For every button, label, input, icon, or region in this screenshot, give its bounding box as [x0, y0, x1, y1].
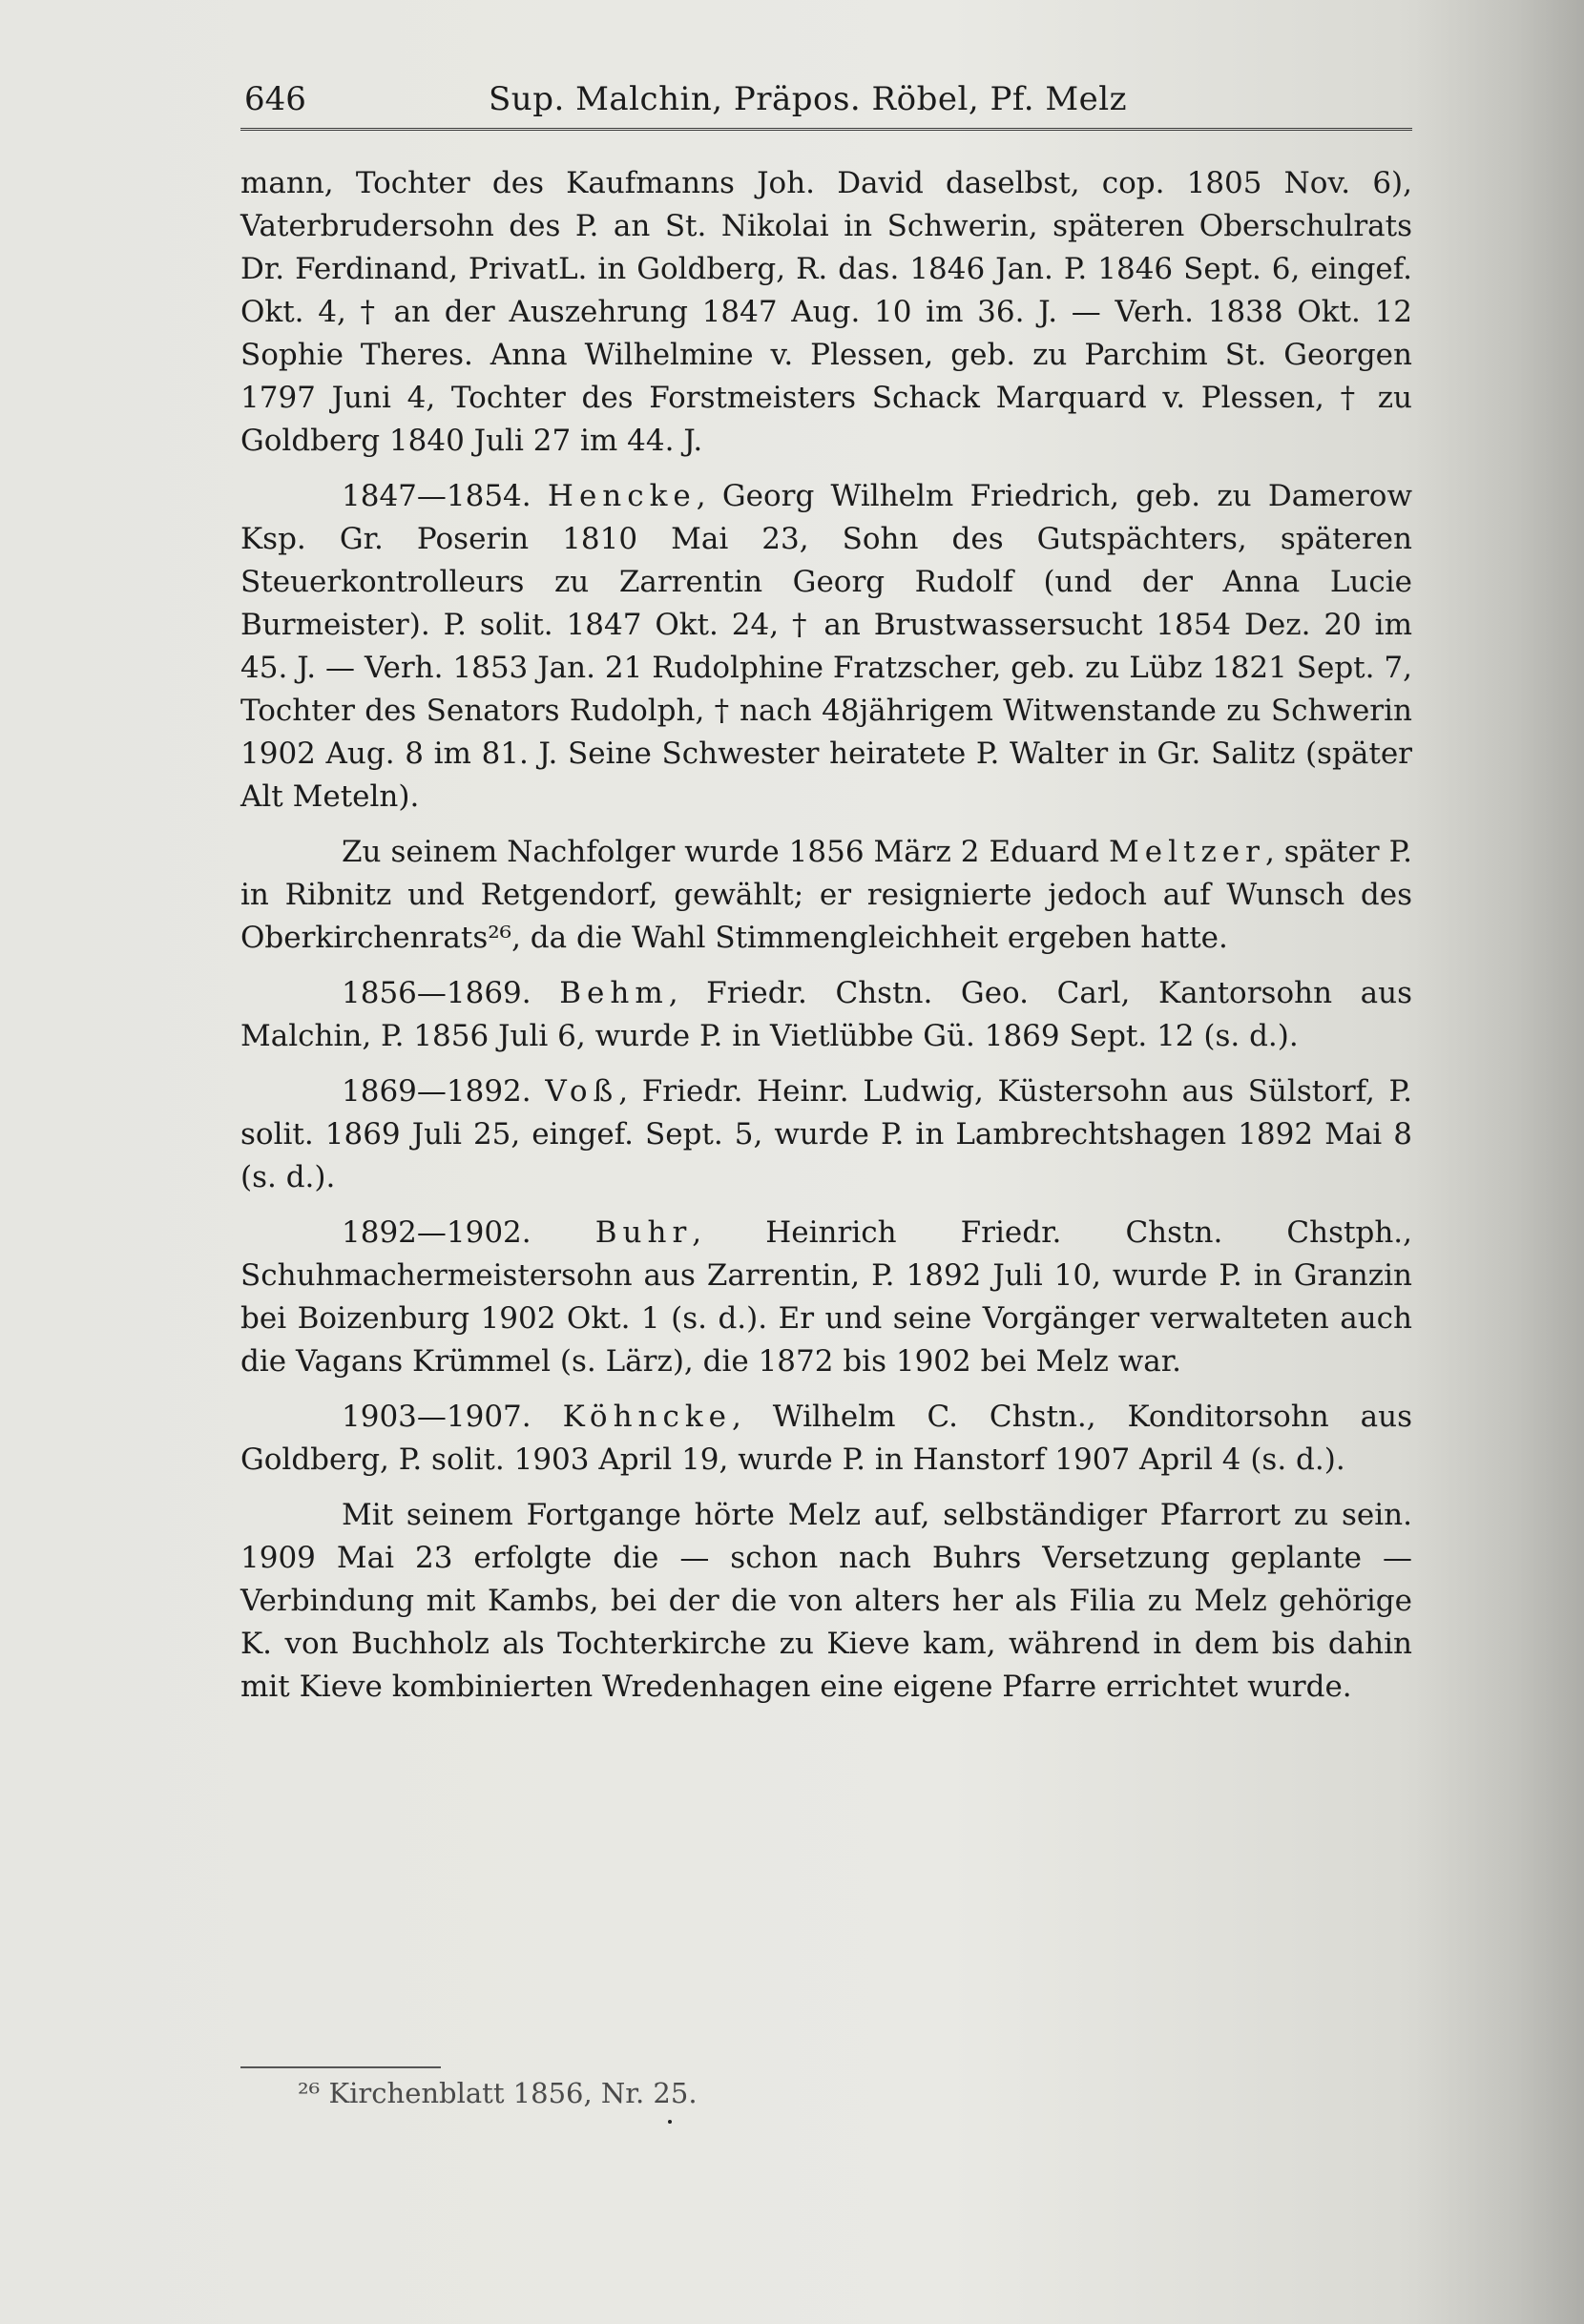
entry-years: 1847—1854. — [342, 479, 548, 513]
entry-name: Hencke — [547, 479, 697, 513]
paragraph-meltzer — [240, 831, 1412, 960]
entry-text: , Friedr. Chstn. Geo. Carl, Kantorsohn aus Malchin, P. 1856 Juli 6, wurde P. in Vietlübbe Gü. 1869 Sept. 12 (s. d.). — [240, 976, 1412, 1053]
entry-text: , Wilhelm C. Chstn., Konditorsohn aus Goldberg, P. solit. 1903 April 19, wurde P. in Hanstorf 1907 April 4 (s. d.). — [240, 1400, 1412, 1477]
entry-years: 1892—1902. — [342, 1215, 595, 1250]
entry-text: , Heinrich Friedr. Chstn. Chstph., Schuhmachermeistersohn aus Zarrentin, P. 1892 Juli 10, wurde P. in Granzin bei Boizenburg 1902 Okt. 1 (s. d.). Er und seine Vorgänger verwalteten auch die Vagans Krümmel (s. Lärz), die 1872 bis 1902 bei Melz war. — [240, 1215, 1412, 1379]
paragraph-text: , später P. in Ribnitz und Retgendorf, gewählt; er resignierte jedoch auf Wunsch des Oberkirchenrats²⁶, da die Wahl Stimmengleichheit ergeben hatte. — [240, 835, 1412, 955]
entry-name: Buhr — [594, 1215, 693, 1250]
entry-buhr — [240, 1212, 1412, 1383]
entry-voss — [240, 1070, 1412, 1199]
paragraph-text: Mit seinem Fortgange hörte Melz auf, selbständiger Pfarrort zu sein. 1909 Mai 23 erfolgte die — schon nach Buhrs Versetzung geplante — Verbindung mit Kambs, bei der die von alters her als Filia zu Melz gehörige K. von Buchholz als Tochterkirche zu Kieve kam, während in dem bis dahin mit Kieve kombinierten Wredenhagen eine eigene Pfarre errichtet wurde. — [240, 1498, 1412, 1704]
paragraph-closing — [240, 1494, 1412, 1709]
entry-name: Voß — [545, 1074, 619, 1109]
running-head: Sup. Malchin, Präpos. Röbel, Pf. Melz — [489, 80, 1128, 118]
footnote: ²⁶ Kirchenblatt 1856, Nr. 25. — [298, 2077, 698, 2109]
entry-name: Meltzer — [1109, 835, 1265, 869]
footnote-rule — [240, 2066, 441, 2068]
entry-years: 1903—1907. — [342, 1400, 563, 1434]
entry-years: 1856—1869. — [342, 976, 560, 1010]
paragraph-continuation — [240, 162, 1412, 463]
entry-hencke — [240, 475, 1412, 819]
gutter-shadow — [1412, 0, 1584, 2324]
entry-text: , Friedr. Heinr. Ludwig, Küstersohn aus Sülstorf, P. solit. 1869 Juli 25, eingef. Sept. 5, wurde P. in Lambrechtshagen 1892 Mai 8 (s. d.). — [240, 1074, 1412, 1194]
page-body — [240, 162, 1412, 1721]
entry-text: , Georg Wilhelm Friedrich, geb. zu Damerow Ksp. Gr. Poserin 1810 Mai 23, Sohn des Gutspächters, späteren Steuerkontrolleurs zu Zarrentin Georg Rudolf (und der Anna Lucie Burmeister). P. solit. 1847 Okt. 24, † an Brustwassersucht 1854 Dez. 20 im 45. J. — Verh. 1853 Jan. 21 Rudolphine Fratzscher, geb. zu Lübz 1821 Sept. 7, Tochter des Senators Rudolph, † nach 48jährigem Witwenstande zu Schwerin 1902 Aug. 8 im 81. J. Seine Schwester heiratete P. Walter in Gr. Salitz (später Alt Meteln). — [240, 479, 1412, 814]
entry-name: Köhncke — [562, 1400, 732, 1434]
paragraph-text: mann, Tochter des Kaufmanns Joh. David daselbst, cop. 1805 Nov. 6), Vaterbrudersohn des P. an St. Nikolai in Schwerin, späteren Oberschulrats Dr. Ferdinand, PrivatL. in Goldberg, R. das. 1846 Jan. P. 1846 Sept. 6, eingef. Okt. 4, † an der Auszehrung 1847 Aug. 10 im 36. J. — Verh. 1838 Okt. 12 Sophie Theres. Anna Wilhelmine v. Plessen, geb. zu Parchim St. Georgen 1797 Juni 4, Tochter des Forstmeisters Schack Marquard v. Plessen, † zu Goldberg 1840 Juli 27 im 44. J. — [240, 166, 1412, 458]
page-header — [240, 74, 1412, 131]
entry-name: Behm — [559, 976, 669, 1010]
page-number: 646 — [244, 80, 306, 118]
entry-behm — [240, 972, 1412, 1058]
paragraph-lead: Zu seinem Nachfolger wurde 1856 März 2 Eduard — [342, 835, 1109, 869]
entry-years: 1869—1892. — [342, 1074, 546, 1109]
entry-koehncke — [240, 1396, 1412, 1482]
page-speck — [668, 2120, 672, 2124]
